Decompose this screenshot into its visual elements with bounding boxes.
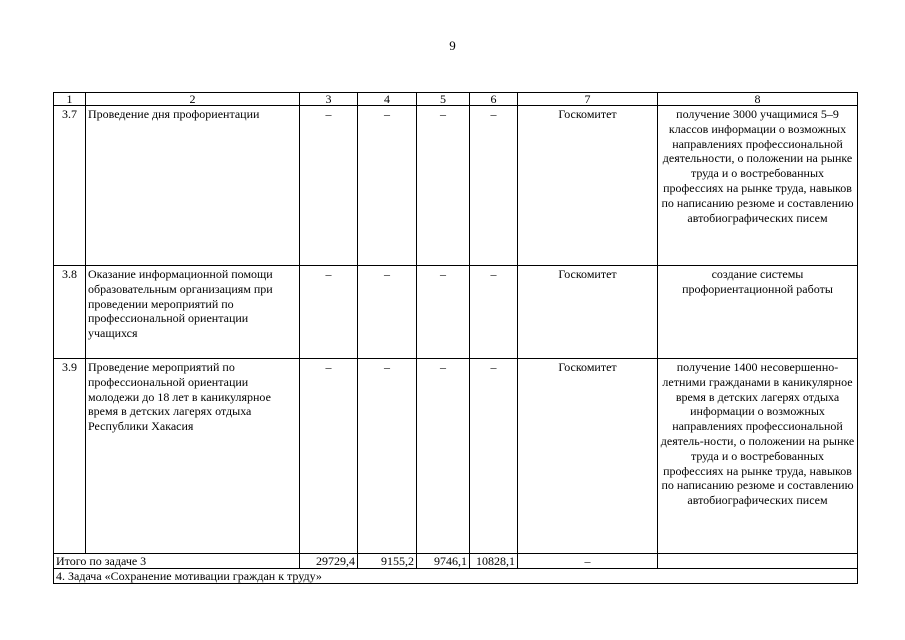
total-year-3: 10828,1 bbox=[470, 554, 518, 569]
table-row bbox=[54, 266, 858, 359]
expected-result: получение 3000 учащимися 5–9 классов информации о возможных направлениях профессиональной деятельности, о положении на рынке труда и о востребованных профессиях на рынке труда, навыков по написанию резюме и составлению автобиографических писем bbox=[658, 106, 858, 266]
column-number: 3 bbox=[300, 93, 358, 106]
column-number: 2 bbox=[86, 93, 300, 106]
total-result bbox=[658, 554, 858, 569]
column-number: 8 bbox=[658, 93, 858, 106]
total-label: Итого по задаче 3 bbox=[54, 554, 300, 569]
page-number: 9 bbox=[449, 38, 456, 53]
table-row bbox=[54, 359, 858, 554]
total-year-1: 9155,2 bbox=[358, 554, 417, 569]
row-number: 3.9 bbox=[54, 359, 86, 554]
program-table bbox=[53, 92, 858, 584]
column-number: 7 bbox=[518, 93, 658, 106]
row-number: 3.8 bbox=[54, 266, 86, 359]
total-executor: – bbox=[518, 554, 658, 569]
activity-name: Проведение дня профориентации bbox=[86, 106, 300, 266]
activity-name: Проведение мероприятий по профессиональной ориентации молодежи до 18 лет в каникулярное время в детских лагерях отдыха Республики Хакасия bbox=[86, 359, 300, 554]
funding-year-2: – bbox=[417, 359, 470, 554]
funding-year-1: – bbox=[358, 359, 417, 554]
funding-year-1: – bbox=[358, 266, 417, 359]
table-row bbox=[54, 106, 858, 266]
funding-total: – bbox=[300, 359, 358, 554]
activity-name: Оказание информационной помощи образовательным организациям при проведении мероприятий по профессиональной ориентации учащихся bbox=[86, 266, 300, 359]
task-heading: 4. Задача «Сохранение мотивации граждан к труду» bbox=[54, 569, 858, 584]
total-funding: 29729,4 bbox=[300, 554, 358, 569]
column-number-row bbox=[54, 93, 858, 106]
total-row bbox=[54, 554, 858, 569]
expected-result: получение 1400 несовершенно-летними гражданами в каникулярное время в детских лагерях отдыха информации о возможных направлениях профессиональной деятель-ности, о положении на рынке труда и о востребованных профессиях на рынке труда, навыков по написанию резюме и составлению автобиографических писем bbox=[658, 359, 858, 554]
column-number: 6 bbox=[470, 93, 518, 106]
executor: Госкомитет bbox=[518, 359, 658, 554]
row-number: 3.7 bbox=[54, 106, 86, 266]
funding-year-1: – bbox=[358, 106, 417, 266]
funding-year-2: – bbox=[417, 266, 470, 359]
funding-year-3: – bbox=[470, 359, 518, 554]
executor: Госкомитет bbox=[518, 106, 658, 266]
column-number: 1 bbox=[54, 93, 86, 106]
funding-total: – bbox=[300, 106, 358, 266]
funding-year-3: – bbox=[470, 106, 518, 266]
expected-result: создание системы профориентационной работы bbox=[658, 266, 858, 359]
column-number: 5 bbox=[417, 93, 470, 106]
column-number: 4 bbox=[358, 93, 417, 106]
funding-year-3: – bbox=[470, 266, 518, 359]
funding-total: – bbox=[300, 266, 358, 359]
total-year-2: 9746,1 bbox=[417, 554, 470, 569]
funding-year-2: – bbox=[417, 106, 470, 266]
task-heading-row bbox=[54, 569, 858, 584]
executor: Госкомитет bbox=[518, 266, 658, 359]
